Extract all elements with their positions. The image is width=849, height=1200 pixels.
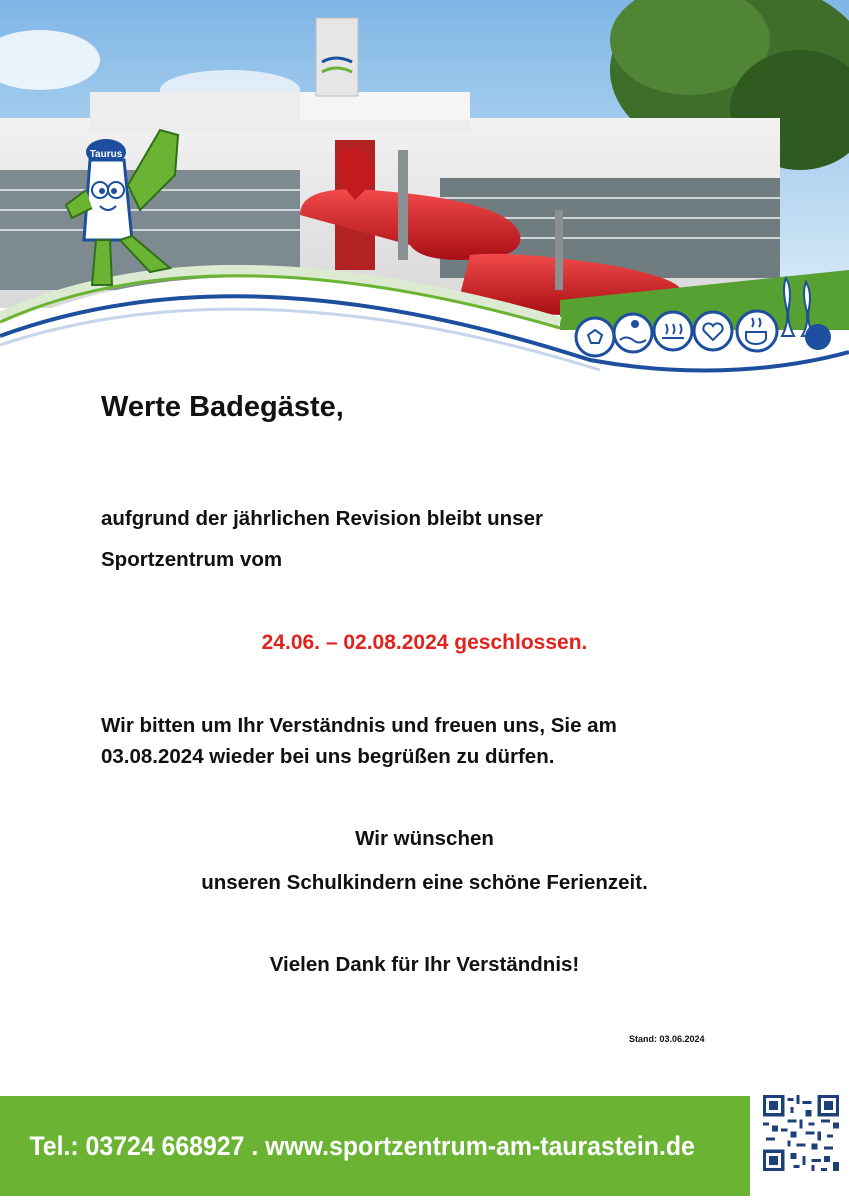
intro-line-2: Sportzentrum vom	[101, 548, 283, 571]
wellness-heart-icon	[694, 312, 732, 350]
stand-date: Stand: 03.06.2024	[629, 1034, 705, 1044]
sauna-icon	[654, 312, 692, 350]
header-photo	[0, 0, 849, 380]
contact-info[interactable]: Tel.: 03724 668927 . www.sportzentrum-am-taurastein.de	[29, 1131, 695, 1161]
thanks-line: Vielen Dank für Ihr Verständnis!	[269, 953, 580, 976]
closed-dates: 24.06. – 02.08.2024 geschlossen.	[261, 631, 588, 654]
understanding-line-2: 03.08.2024 wieder bei uns begrüßen zu dürfen.	[101, 745, 555, 768]
svg-text:Taurus: Taurus	[89, 149, 123, 160]
intro-line-1: aufgrund der jährlichen Revision bleibt unser	[101, 507, 543, 530]
greeting-heading: Werte Badegäste,	[101, 391, 344, 423]
understanding-line-1: Wir bitten um Ihr Verständnis und freuen uns, Sie am	[101, 714, 617, 737]
wish-line-1: Wir wünschen	[355, 827, 494, 850]
building-illustration	[0, 0, 849, 380]
swimming-icon	[614, 314, 652, 352]
wish-line-2: unseren Schulkindern eine schöne Ferienzeit.	[201, 871, 648, 894]
footer-contact-bar	[0, 1096, 750, 1196]
qr-code[interactable]	[763, 1095, 839, 1171]
soccer-icon	[576, 318, 614, 356]
